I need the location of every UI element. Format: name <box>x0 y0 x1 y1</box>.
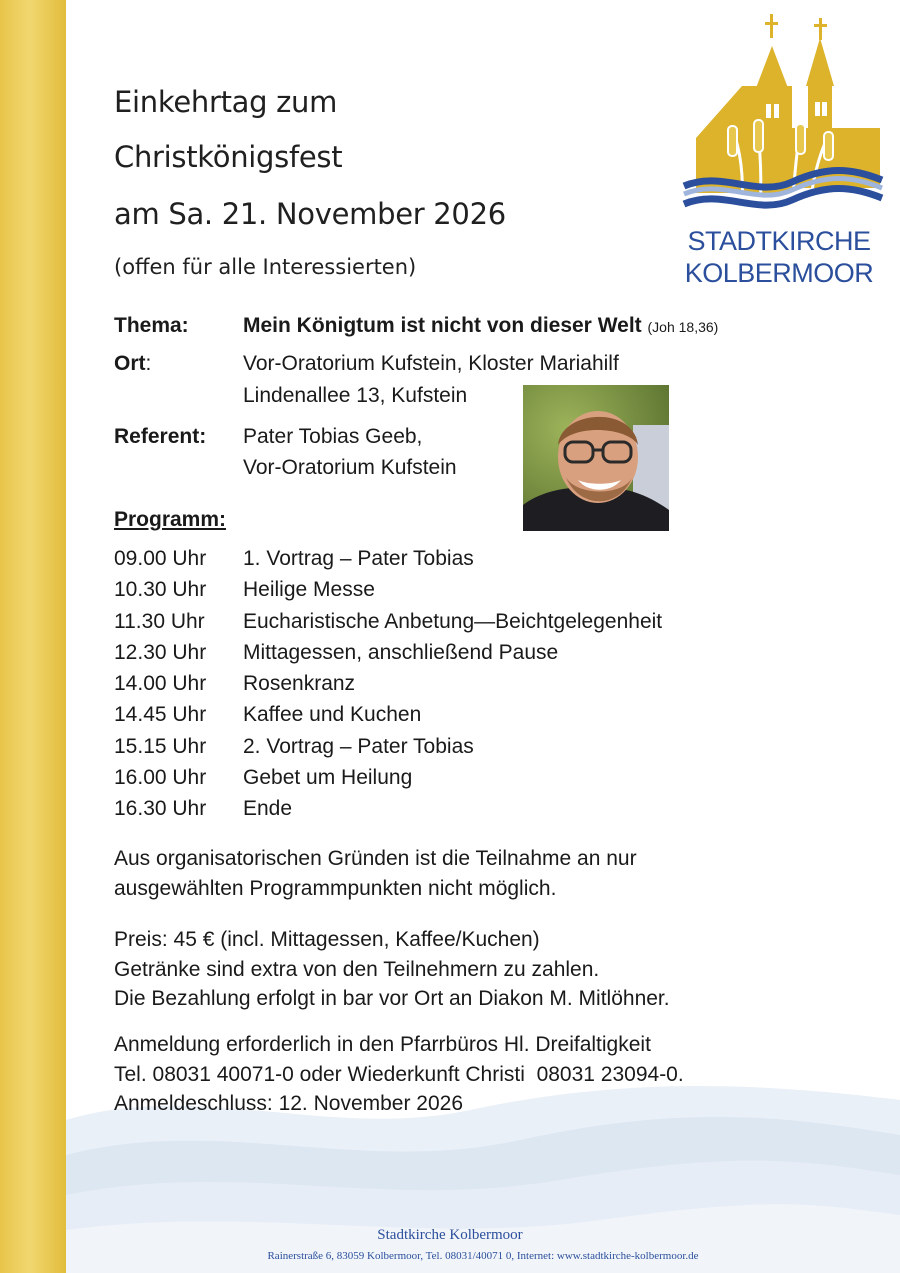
schedule-time: 09.00 Uhr <box>114 547 207 570</box>
title-line-1: Einkehrtag zum <box>114 85 338 119</box>
schedule-text: Gebet um Heilung <box>243 766 413 790</box>
schedule-time: 14.45 Uhr <box>114 703 207 727</box>
hinweis-line-2: ausgewählten Programmpunkten nicht möglich. <box>114 876 557 900</box>
title-line-3: am Sa. 21. November 2026 <box>114 197 506 231</box>
schedule-time: 15.15 Uhr <box>114 734 207 758</box>
programm-heading: Programm: <box>114 508 227 531</box>
schedule-text: Heilige Messe <box>243 578 375 602</box>
schedule-time: 12.30 Uhr <box>114 640 207 664</box>
schedule-time: 11.30 Uhr <box>114 609 205 633</box>
preis-line-3: Die Bezahlung erfolgt in bar vor Ort an Diakon M. Mitlöhner. <box>114 987 670 1010</box>
thema-label: Thema: <box>114 314 189 337</box>
schedule-text: Kaffee und Kuchen <box>243 703 422 727</box>
thema-value <box>243 310 718 343</box>
schedule-text: 2. Vortrag – Pater Tobias <box>243 734 474 758</box>
anmeldung-paragraph <box>114 1030 684 1119</box>
ort-line-2: Lindenallee 13, Kufstein <box>243 384 468 407</box>
referent-label: Referent: <box>114 425 207 448</box>
ort-line-1: Vor-Oratorium Kufstein, Kloster Mariahilf <box>243 352 619 375</box>
thema-text: Mein Königtum ist nicht von dieser Welt <box>243 314 642 337</box>
ort-label <box>114 348 151 379</box>
preis-line-1: Preis: 45 € (incl. Mittagessen, Kaffee/Kuchen) <box>114 928 540 951</box>
preis-line-2: Getränke sind extra von den Teilnehmern zu zahlen. <box>114 957 600 981</box>
footer-address: Rainerstraße 6, 83059 Kolbermoor, Tel. 08031/40071 0, Internet: www.stadtkirche-kolbermoor.de <box>267 1250 699 1262</box>
referent-line-1: Pater Tobias Geeb, <box>243 425 423 448</box>
schedule-text: 1. Vortrag – Pater Tobias <box>243 547 474 570</box>
logo-text-kolbermoor: KOLBERMOOR <box>684 258 874 288</box>
hinweis-paragraph <box>114 844 637 903</box>
speaker-photo <box>523 385 669 531</box>
anmeldung-line-1: Anmeldung erforderlich in den Pfarrbüros Hl. Dreifaltigkeit <box>114 1033 651 1056</box>
logo-text-stadtkirche: STADTKIRCHE <box>687 226 871 256</box>
title-line-2: Christkönigsfest <box>114 140 343 174</box>
schedule-time: 16.30 Uhr <box>114 797 207 821</box>
schedule-text: Mittagessen, anschließend Pause <box>243 640 559 664</box>
referent-line-2: Vor-Oratorium Kufstein <box>243 456 457 479</box>
subtitle: (offen für alle Interessierten) <box>114 255 417 279</box>
footer-name: Stadtkirche Kolbermoor <box>377 1227 523 1243</box>
schedule-time: 16.00 Uhr <box>114 766 207 790</box>
schedule-time: 14.00 Uhr <box>114 672 207 696</box>
schedule-text: Eucharistische Anbetung—Beichtgelegenheit <box>243 609 663 633</box>
schedule-text: Ende <box>243 797 293 821</box>
anmeldung-line-3: Anmeldeschluss: 12. November 2026 <box>114 1092 464 1115</box>
anmeldung-line-2: Tel. 08031 40071-0 oder Wiederkunft Christi 08031 23094-0. <box>114 1062 684 1086</box>
thema-reference: (Joh 18,36) <box>647 319 719 335</box>
hinweis-line-1: Aus organisatorischen Gründen ist die Teilnahme an nur <box>114 847 637 870</box>
schedule-time: 10.30 Uhr <box>114 578 207 602</box>
preis-paragraph <box>114 925 670 1014</box>
ort-label-text: Ort <box>114 352 146 375</box>
ort-colon: : <box>145 352 152 375</box>
schedule-text: Rosenkranz <box>243 672 356 696</box>
